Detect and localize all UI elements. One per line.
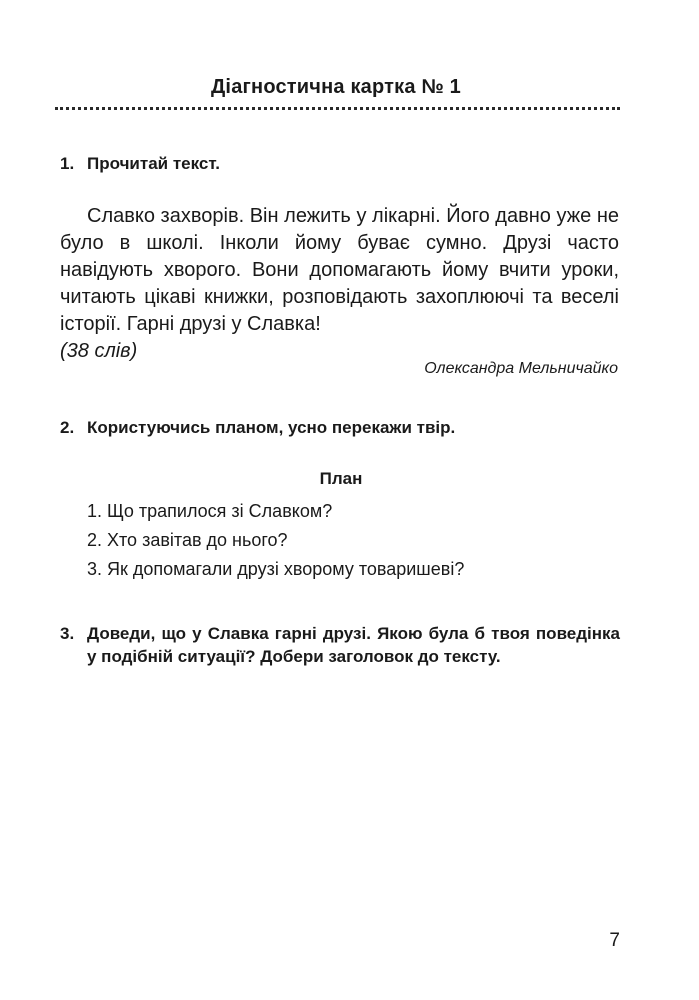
task-instruction: Прочитай текст.: [87, 154, 220, 173]
plan-item: 2. Хто завітав до нього?: [87, 530, 288, 550]
word-count: (38 слів): [60, 340, 138, 362]
plan-item: 1. Що трапилося зі Славком?: [87, 501, 333, 521]
task-number: 3.: [60, 624, 75, 643]
passage-author: Олександра Мельничайко: [424, 360, 618, 377]
plan-list: [87, 497, 464, 584]
task-instruction: Користуючись планом, усно перекажи твір.: [87, 418, 456, 437]
dotted-divider: [55, 107, 620, 110]
task-number: 2.: [60, 418, 75, 437]
task-number: 1.: [60, 154, 75, 173]
plan-heading: План: [319, 469, 363, 488]
task-1: [60, 152, 620, 175]
task-2: [60, 416, 620, 439]
task-3: [60, 622, 620, 668]
plan-item: 3. Як допомагали друзі хворому товаришеві?: [87, 559, 465, 579]
reading-passage: [60, 203, 619, 365]
task-instruction: Доведи, що у Славка гарні друзі. Якою була б твоя поведінка у подібній ситуації? Добери заголовок до тексту.: [87, 624, 620, 666]
page-number: 7: [609, 930, 620, 951]
card-title: Діагностична картка № 1: [210, 76, 462, 98]
passage-text: Славко захворів. Він лежить у лікарні. Його давно уже не було в школі. Інколи йому буває сумно. Друзі часто навідують хворого. Вони допомагають йому вчити уроки, читають цікаві книжки, розповідають захоплюючі та веселі історії. Гарні друзі у Славка!: [60, 205, 619, 335]
